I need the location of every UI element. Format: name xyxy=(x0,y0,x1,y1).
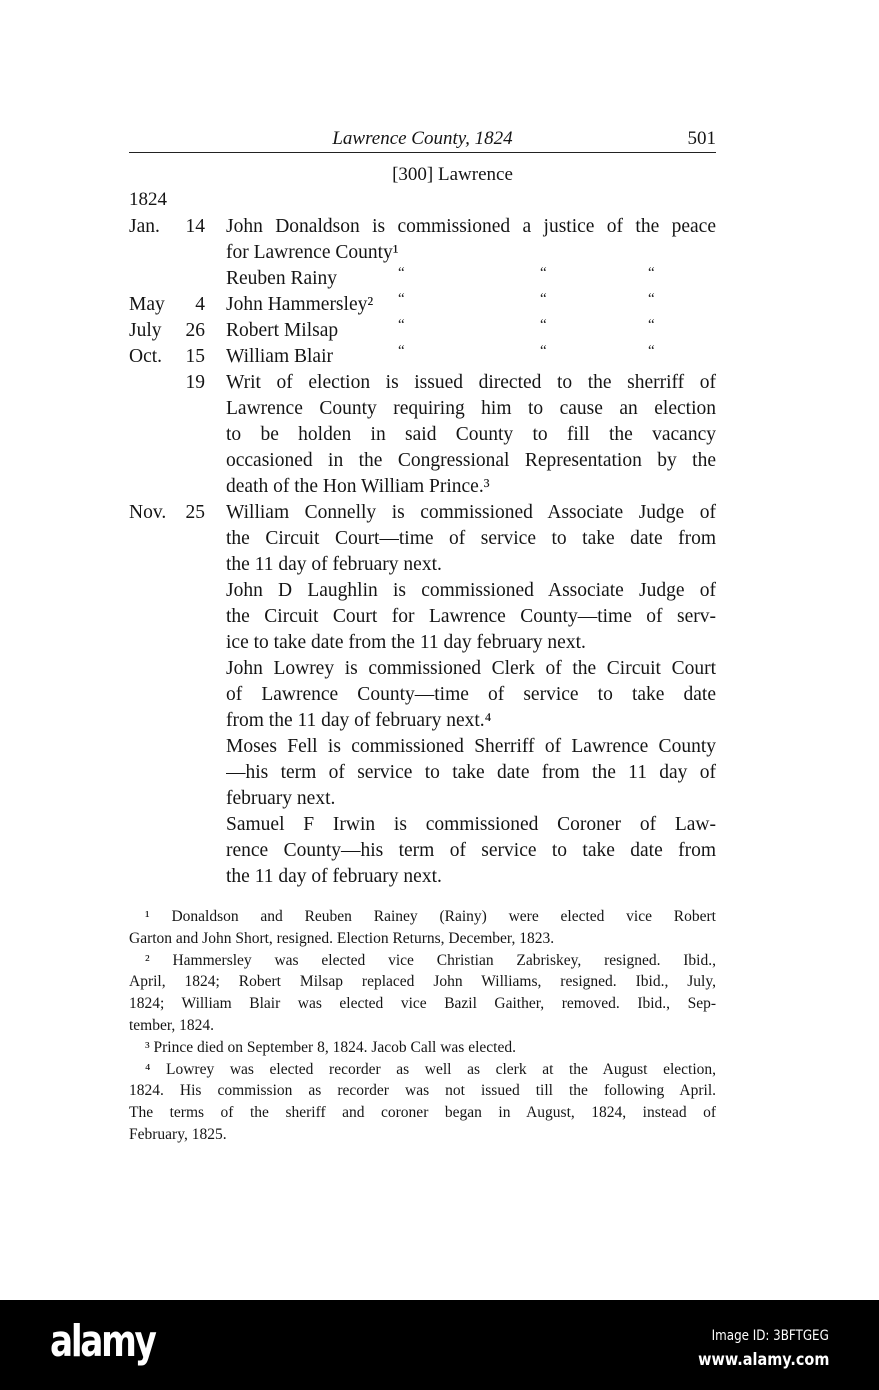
entry-month: July xyxy=(129,320,162,341)
entry-day: 25 xyxy=(185,502,205,523)
ditto-mark: “ xyxy=(398,265,405,281)
ditto-mark: “ xyxy=(398,317,405,333)
entry-text: from the 11 day of february next.⁴ xyxy=(226,710,492,731)
entry-day: 19 xyxy=(185,372,205,393)
entry-line xyxy=(129,422,716,448)
entry-line xyxy=(129,760,716,786)
ditto-mark: “ xyxy=(540,317,547,333)
entry-line xyxy=(129,266,716,292)
ditto-mark: “ xyxy=(540,291,547,307)
footnote-line: ³ Prince died on September 8, 1824. Jacob Call was elected. xyxy=(145,1038,516,1056)
entry-line xyxy=(129,448,716,474)
entry-line xyxy=(129,656,716,682)
entry-line xyxy=(129,708,716,734)
alamy-logo: alamy xyxy=(50,1316,155,1367)
entry-line xyxy=(129,786,716,812)
entry-month: Oct. xyxy=(129,346,163,367)
entry-text: William Connelly is commissioned Associate Judge of xyxy=(226,502,716,523)
footnotes xyxy=(129,906,716,1146)
section-title: [300] Lawrence xyxy=(392,164,513,185)
image-id: Image ID: 3BFTGEG xyxy=(711,1328,829,1344)
footnote-line: April, 1824; Robert Milsap replaced John Williams, resigned. Ibid., July, xyxy=(129,973,716,991)
entry-text: Moses Fell is commissioned Sherriff of Lawrence County xyxy=(226,736,716,757)
entry-text: the Circuit Court—time of service to take date from xyxy=(226,528,716,549)
entry-text: death of the Hon William Prince.³ xyxy=(226,476,490,497)
entry-line xyxy=(129,474,716,500)
entry-text: John D Laughlin is commissioned Associate Judge of xyxy=(226,580,716,601)
ditto-mark: “ xyxy=(540,265,547,281)
entry-text: ice to take date from the 11 day february next. xyxy=(226,632,586,653)
entry-text: the 11 day of february next. xyxy=(226,554,442,575)
entry-line xyxy=(129,630,716,656)
entry-month: Jan. xyxy=(129,216,160,237)
entry-line xyxy=(129,864,716,890)
entry-line xyxy=(129,396,716,422)
ditto-mark: “ xyxy=(648,265,655,281)
ditto-mark: “ xyxy=(648,317,655,333)
watermark-bar xyxy=(0,1300,879,1390)
entry-line xyxy=(129,318,716,344)
footnote-line: tember, 1824. xyxy=(129,1016,215,1034)
entry-text: Robert Milsap xyxy=(226,320,339,341)
entry-text: february next. xyxy=(226,788,336,809)
ditto-mark: “ xyxy=(648,343,655,359)
ditto-mark: “ xyxy=(398,343,405,359)
footnote-line: 1824; William Blair was elected vice Bazil Gaither, removed. Ibid., Sep‑ xyxy=(129,995,716,1013)
entry-line xyxy=(129,838,716,864)
running-title: Lawrence County, 1824 xyxy=(332,128,513,149)
footnote-line: The terms of the sheriff and coroner began in August, 1824, instead of xyxy=(129,1104,716,1122)
entry-line xyxy=(129,344,716,370)
entry-line xyxy=(129,292,716,318)
entry-line xyxy=(129,370,716,396)
entry-line xyxy=(129,526,716,552)
entry-text: John Lowrey is commissioned Clerk of the Circuit Court xyxy=(226,658,716,679)
entry-line xyxy=(129,578,716,604)
entry-month: Nov. xyxy=(129,502,167,523)
ditto-mark: “ xyxy=(648,291,655,307)
site-url: www.alamy.com xyxy=(697,1350,829,1370)
footnote-line: 1824. His commission as recorder was not issued till the following April. xyxy=(129,1082,716,1100)
entry-day: 4 xyxy=(195,294,205,315)
year-heading: 1824 xyxy=(129,189,167,210)
entry-text: Reuben Rainy xyxy=(226,268,338,289)
entry-line xyxy=(129,604,716,630)
entry-text: the Circuit Court for Lawrence County—time of serv‑ xyxy=(226,606,716,627)
entry-text: rence County—his term of service to take date from xyxy=(226,840,716,861)
entry-text: Writ of election is issued directed to the sherriff of xyxy=(226,372,716,393)
entry-text: occasioned in the Congressional Representation by the xyxy=(226,450,716,471)
entry-line xyxy=(129,812,716,838)
footnote-line: ² Hammersley was elected vice Christian Zabriskey, resigned. Ibid., xyxy=(145,951,716,969)
entry-month: May xyxy=(129,294,165,315)
footnote-line: ¹ Donaldson and Reuben Rainey (Rainy) were elected vice Robert xyxy=(145,908,716,925)
entry-text: —his term of service to take date from the 11 day of xyxy=(226,762,716,783)
entry-day: 15 xyxy=(185,346,205,367)
footnote-line: Garton and John Short, resigned. Election Returns, December, 1823. xyxy=(129,929,555,947)
entry-line xyxy=(129,734,716,760)
entry-text: John Donaldson is commissioned a justice of the peace xyxy=(226,216,716,237)
entries xyxy=(129,214,716,890)
entry-text: to be holden in said County to fill the vacancy xyxy=(226,424,716,445)
entry-text: the 11 day of february next. xyxy=(226,866,442,887)
running-header xyxy=(129,124,716,153)
entry-text: of Lawrence County—time of service to take date xyxy=(226,684,716,705)
entry-line xyxy=(129,214,716,240)
entry-line xyxy=(129,240,716,266)
entry-text: Lawrence County requiring him to cause an election xyxy=(226,398,716,419)
footnote-line: ⁴ Lowrey was elected recorder as well as clerk at the August election, xyxy=(145,1060,716,1078)
entry-day: 26 xyxy=(185,320,205,341)
entry-line xyxy=(129,682,716,708)
entry-line xyxy=(129,552,716,578)
entry-text: Samuel F Irwin is commissioned Coroner of Law‑ xyxy=(226,814,716,835)
ditto-mark: “ xyxy=(398,291,405,307)
entry-line xyxy=(129,500,716,526)
footnote-line: February, 1825. xyxy=(129,1125,227,1143)
entry-text: for Lawrence County¹ xyxy=(226,242,399,263)
page-number: 501 xyxy=(687,128,716,149)
entry-text: John Hammersley² xyxy=(226,294,374,315)
ditto-mark: “ xyxy=(540,343,547,359)
entry-text: William Blair xyxy=(226,346,333,367)
entry-day: 14 xyxy=(185,216,205,237)
